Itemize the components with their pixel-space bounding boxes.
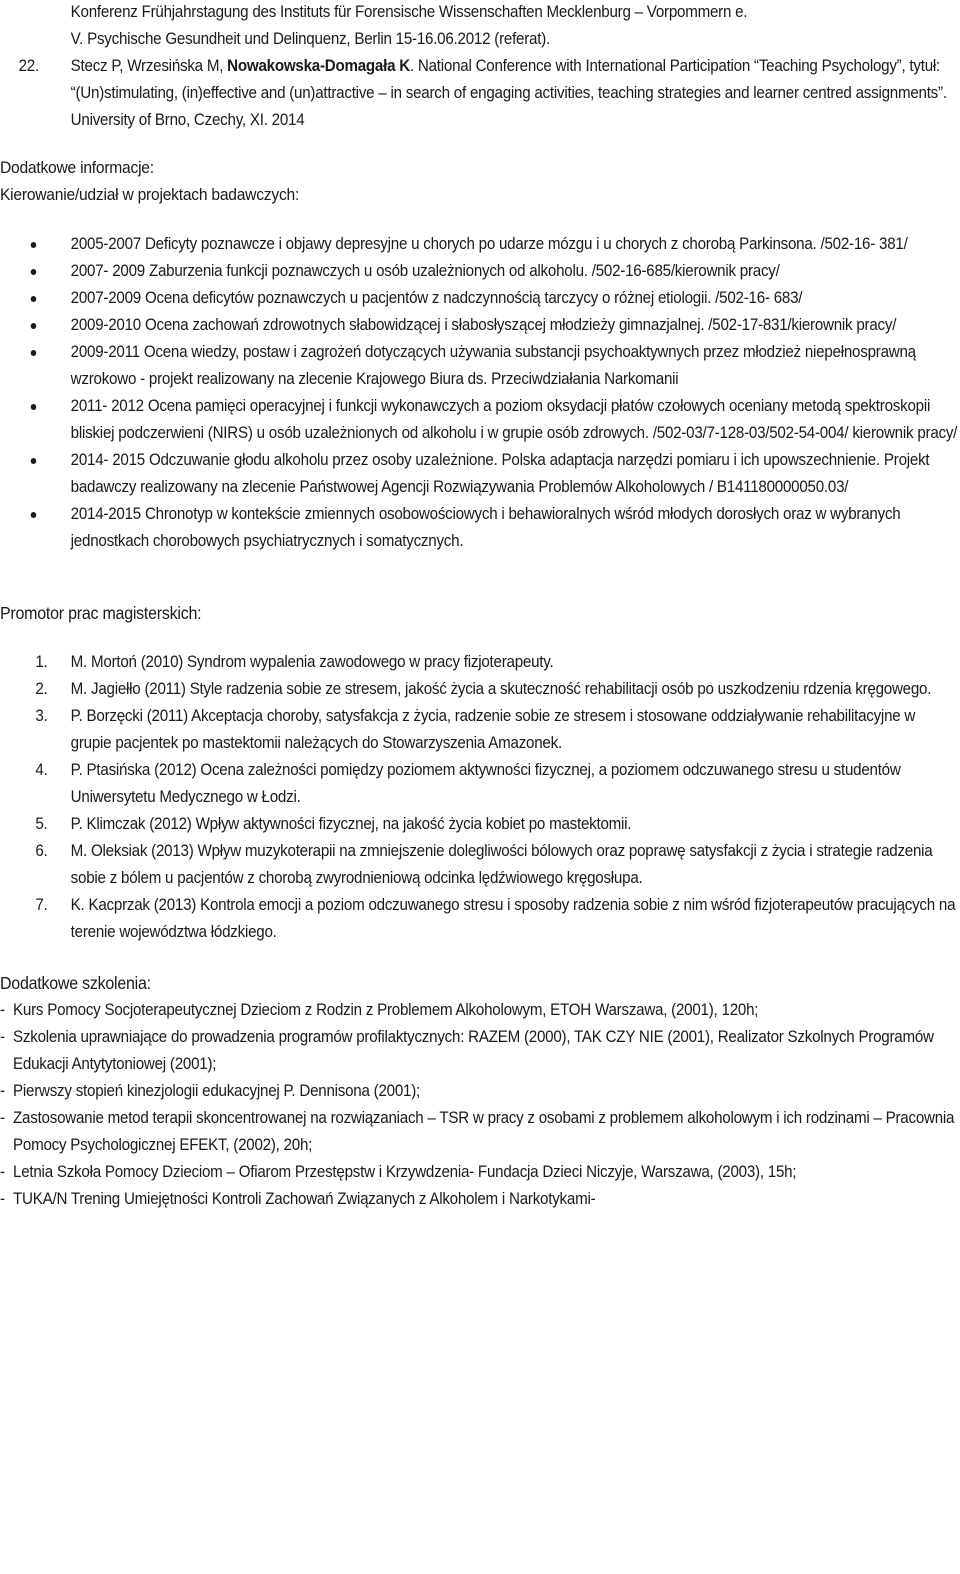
reference-item-22 <box>0 53 960 134</box>
thesis-item <box>0 757 960 811</box>
project-item <box>0 447 960 501</box>
thesis-number: 7. <box>35 896 48 914</box>
bullet-icon <box>31 404 37 410</box>
project-text: 2007- 2009 Zaburzenia funkcji poznawczych u osób uzależnionych od alkoholu. /502-16-685/kierownik pracy/ <box>70 262 780 280</box>
project-text: 2007-2009 Ocena deficytów poznawczych u pacjentów z nadczynnością tarczycy o różnej etiologii. /502-16- 683/ <box>70 289 803 307</box>
thesis-item <box>0 838 960 892</box>
thesis-number: 4. <box>35 761 48 779</box>
project-text: 2014- 2015 Odczuwanie głodu alkoholu przez osoby uzależnione. Polska adaptacja narzędzi pomiaru i ich upowszechnienie. Projekt badawczy realizowany na zlecenie Państwowej Agencji Rozwiązywania Problemów Alkoholowych / B141180000050.03/ <box>70 451 930 496</box>
additional-info-title: Dodatkowe informacje: <box>0 158 154 177</box>
training-list <box>0 997 960 1213</box>
thesis-number: 5. <box>35 815 48 833</box>
training-text: Szkolenia uprawniające do prowadzenia programów profilaktycznych: RAZEM (2000), TAK CZY NIE (2001), Realizator Szkolnych Programów Edukacji Antytytoniowej (2001); <box>13 1028 934 1073</box>
reference-text: . National Conference with International Participation “Teaching Psychology”, tytuł: “(Un)stimulating, (in)effective and (un)attractive – in search of engaging activities, teaching strategies and learner centred assignments”. University of Brno, Czechy, XI. 2014 <box>70 57 947 129</box>
thesis-number: 6. <box>35 842 48 860</box>
thesis-text: K. Kacprzak (2013) Kontrola emocji a poziom odczuwanego stresu i sposoby radzenia sobie z nim wśród fizjoterapeutów pracujących na terenie województwa łódzkiego. <box>70 896 956 941</box>
projects-list <box>0 231 960 555</box>
training-item <box>0 1105 960 1159</box>
thesis-number: 3. <box>35 707 48 725</box>
project-item <box>0 258 960 285</box>
training-text: Zastosowanie metod terapii skoncentrowanej na rozwiązaniach – TSR w pracy z osobami z problemem alkoholowym i ich rodzinami – Pracownia Pomocy Psychologicznej EFEKT, (2002), 20h; <box>13 1109 955 1154</box>
promotor-title: Promotor prac magisterskich: <box>0 603 202 623</box>
training-item <box>0 1186 960 1213</box>
reference-line: V. Psychische Gesundheit und Delinquenz, Berlin 15-16.06.2012 (referat). <box>70 30 550 48</box>
thesis-item <box>0 892 960 946</box>
project-item <box>0 285 960 312</box>
bullet-icon <box>31 350 37 356</box>
training-text: TUKA/N Trening Umiejętności Kontroli Zachowań Związanych z Alkoholem i Narkotykami- <box>13 1190 596 1208</box>
bullet-icon <box>31 512 37 518</box>
thesis-text: M. Jagiełło (2011) Style radzenia sobie ze stresem, jakość życia a skuteczność rehabilitacji osób po uszkodzeniu rdzenia kręgowego. <box>70 680 932 698</box>
bullet-icon <box>31 269 37 275</box>
bullet-icon <box>31 242 37 248</box>
bullet-icon <box>31 323 37 329</box>
training-text: Pierwszy stopień kinezjologii edukacyjnej P. Dennisona (2001); <box>13 1082 421 1100</box>
thesis-text: M. Oleksiak (2013) Wpływ muzykoterapii na zmniejszenie dolegliwości bólowych oraz poprawę satysfakcji z życia i strategie radzenia sobie z bólem u pacjentów z chorobą zwyrodnieniową odcinka lędźwiowego kręgosłupa. <box>70 842 933 887</box>
dash-marker: - <box>0 1163 5 1181</box>
dash-marker: - <box>0 1190 5 1208</box>
bullet-icon <box>31 296 37 302</box>
project-text: 2014-2015 Chronotyp w kontekście zmiennych osobowościowych i behawioralnych wśród młodych dorosłych oraz w wybranych jednostkach chorobowych psychiatrycznych i somatycznych. <box>70 505 901 550</box>
reference-authors: Stecz P, Wrzesińska M, <box>70 57 228 75</box>
project-text: 2009-2011 Ocena wiedzy, postaw i zagrożeń dotyczących używania substancji psychoaktywnych przez młodzież niepełnosprawną wzrokowo - projekt realizowany na zlecenie Krajowego Biura ds. Przeciwdziałania Narkomanii <box>70 343 916 388</box>
dash-marker: - <box>0 1109 5 1127</box>
reference-line: Konferenz Frühjahrstagung des Instituts für Forensische Wissenschaften Mecklenburg – Vorpommern e. <box>70 3 748 21</box>
thesis-number: 1. <box>35 653 48 671</box>
training-title: Dodatkowe szkolenia: <box>0 973 151 993</box>
project-item <box>0 501 960 555</box>
dash-marker: - <box>0 1028 5 1046</box>
project-text: 2005-2007 Deficyty poznawcze i objawy depresyjne u chorych po udarze mózgu i u chorych z chorobą Parkinsona. /502-16- 381/ <box>70 235 908 253</box>
training-item <box>0 1024 960 1078</box>
project-item <box>0 339 960 393</box>
bullet-icon <box>31 458 37 464</box>
thesis-item <box>0 676 960 703</box>
project-item <box>0 393 960 447</box>
training-item <box>0 1078 960 1105</box>
training-text: Kurs Pomocy Socjoterapeutycznej Dzieciom z Rodzin z Problemem Alkoholowym, ETOH Warszawa, (2001), 120h; <box>13 1001 759 1019</box>
thesis-item <box>0 703 960 757</box>
thesis-item <box>0 649 960 676</box>
thesis-item <box>0 811 960 838</box>
training-item <box>0 997 960 1024</box>
dash-marker: - <box>0 1082 5 1100</box>
thesis-text: P. Ptasińska (2012) Ocena zależności pomiędzy poziomem aktywności fizycznej, a poziomem odczuwanego stresu u studentów Uniwersytetu Medycznego w Łodzi. <box>70 761 901 806</box>
training-text: Letnia Szkoła Pomocy Dzieciom – Ofiarom Przestępstw i Krzywdzenia- Fundacja Dzieci Niczyje, Warszawa, (2003), 15h; <box>13 1163 797 1181</box>
thesis-number: 2. <box>35 680 48 698</box>
theses-list <box>0 649 960 946</box>
reference-continuation <box>0 0 960 53</box>
thesis-text: M. Mortoń (2010) Syndrom wypalenia zawodowego w pracy fizjoterapeuty. <box>70 653 554 671</box>
training-item <box>0 1159 960 1186</box>
project-text: 2009-2010 Ocena zachowań zdrowotnych słabowidzącej i słabosłyszącej młodzieży gimnazjalnej. /502-17-831/kierownik pracy/ <box>70 316 897 334</box>
dash-marker: - <box>0 1001 5 1019</box>
thesis-text: P. Klimczak (2012) Wpływ aktywności fizycznej, na jakość życia kobiet po mastektomii. <box>70 815 632 833</box>
project-item <box>0 312 960 339</box>
reference-author-bold: Nowakowska-Domagała K <box>227 57 410 75</box>
projects-title: Kierowanie/udział w projektach badawczych: <box>0 185 300 204</box>
project-text: 2011- 2012 Ocena pamięci operacyjnej i funkcji wykonawczych a poziom oksydacji płatów czołowych oceniany metodą spektroskopii bliskiej podczerwieni (NIRS) u osób uzależnionych od alkoholu i w grupie osób zdrowych. /502-03/7-128-03/502-54-004/ kierownik pracy/ <box>70 397 958 442</box>
project-item <box>0 231 960 258</box>
thesis-text: P. Borzęcki (2011) Akceptacja choroby, satysfakcja z życia, radzenie sobie ze stresem i stosowane oddziaływanie rehabilitacyjne w grupie pacjentek po mastektomii należących do Stowarzyszenia Amazonek. <box>70 707 916 752</box>
reference-number: 22. <box>18 57 39 75</box>
